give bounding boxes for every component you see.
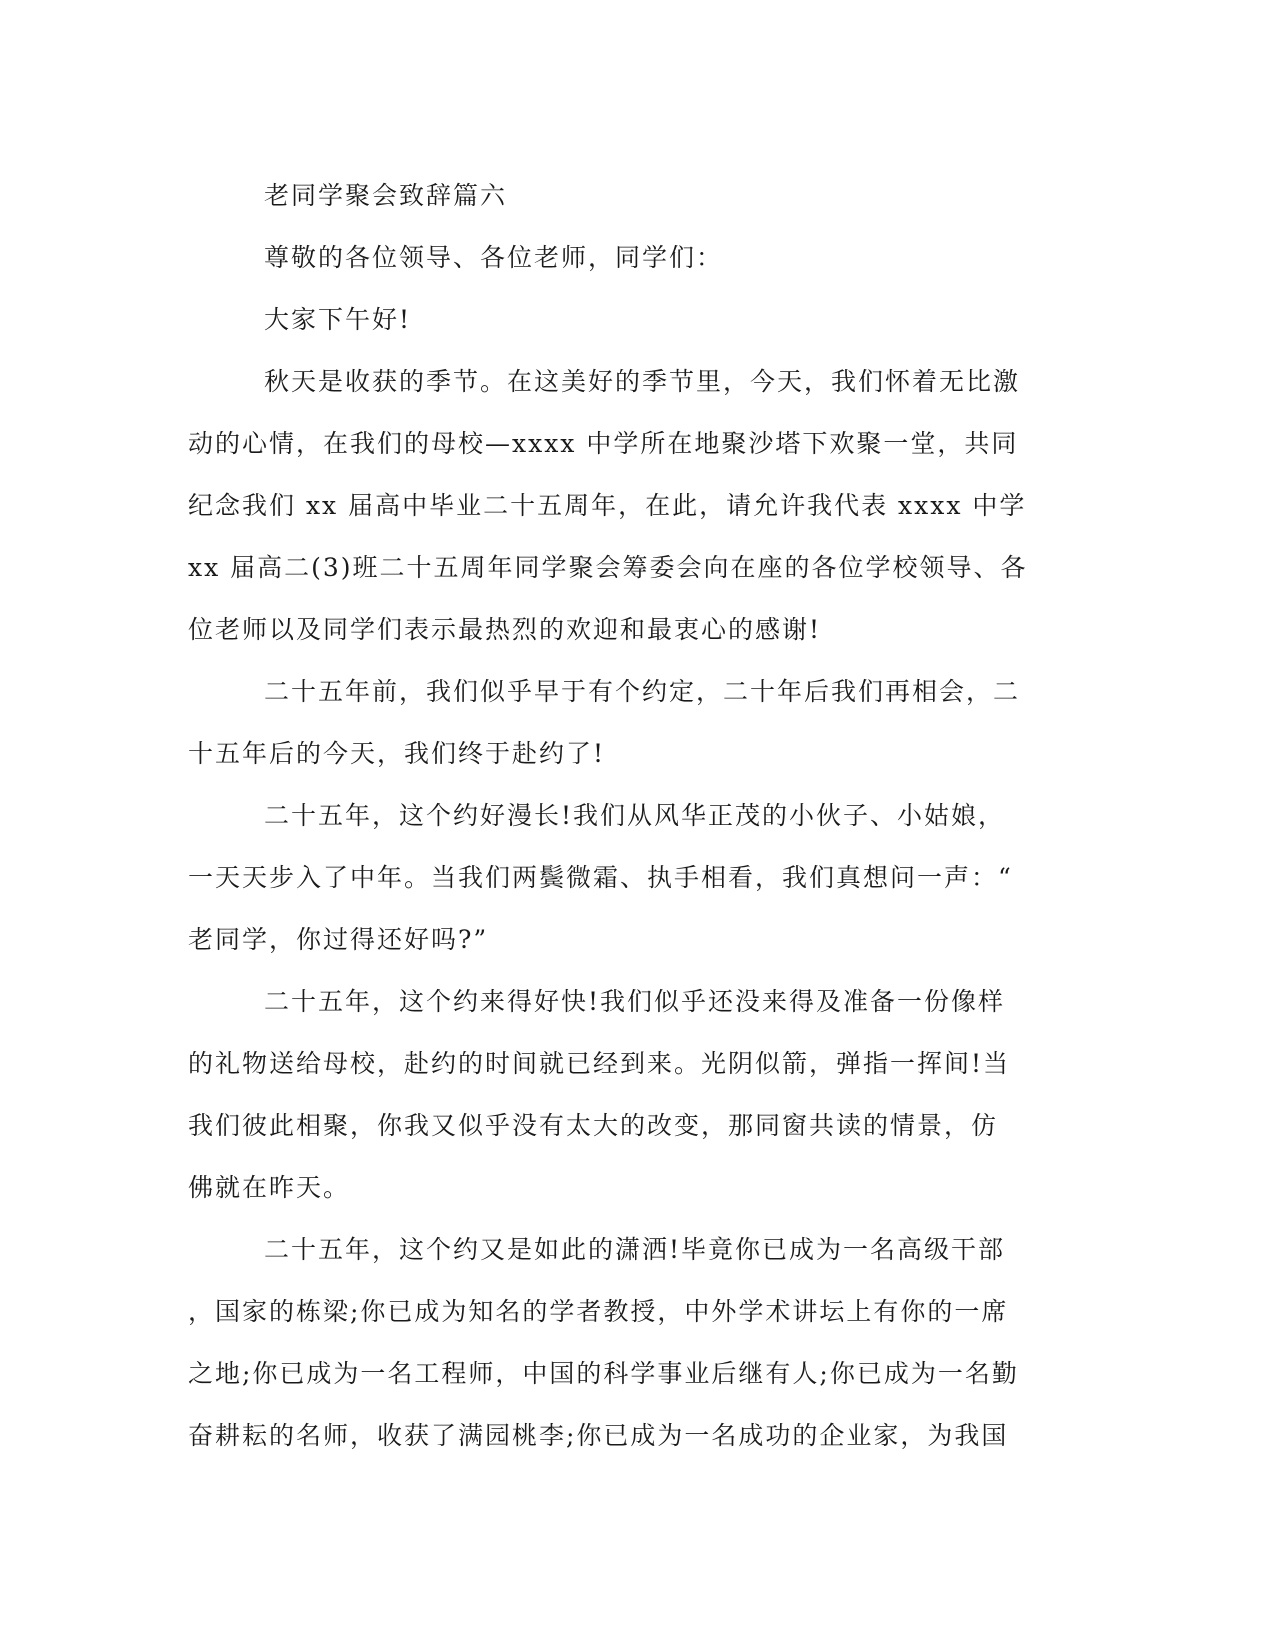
text-line: 二十五年，这个约又是如此的潇洒!毕竟你已成为一名高级干部 <box>264 1235 1006 1264</box>
text-line: 十五年后的今天，我们终于赴约了! <box>188 739 606 768</box>
text-line: 我们彼此相聚，你我又似乎没有太大的改变，那同窗共读的情景，仿 <box>188 1111 999 1140</box>
text-line: 二十五年，这个约来得好快!我们似乎还没来得及准备一份像样 <box>264 987 1006 1016</box>
text-line: 动的心情，在我们的母校—xxxx 中学所在地聚沙塔下欢聚一堂，共同 <box>188 429 1019 458</box>
text-line: 老同学，你过得还好吗?” <box>188 925 489 954</box>
text-line: 二十五年前，我们似乎早于有个约定，二十年后我们再相会，二 <box>264 677 1021 706</box>
text-line: 佛就在昨天。 <box>188 1173 351 1202</box>
text-line: 二十五年，这个约好漫长!我们从风华正茂的小伙子、小姑娘， <box>264 801 1006 830</box>
document-body <box>188 165 1063 1467</box>
text-line: 位老师以及同学们表示最热烈的欢迎和最衷心的感谢! <box>188 615 822 644</box>
text-line: ，国家的栋梁;你已成为知名的学者教授，中外学术讲坛上有你的一席 <box>188 1297 1009 1326</box>
greeting: 大家下午好! <box>264 305 412 334</box>
text-line: 一天天步入了中年。当我们两鬓微霜、执手相看，我们真想问一声：“ <box>188 863 1013 892</box>
text-line: xx 届高二(3)班二十五周年同学聚会筹委会向在座的各位学校领导、各 <box>188 553 1028 582</box>
salutation: 尊敬的各位领导、各位老师，同学们： <box>264 243 724 272</box>
text-line: 纪念我们 xx 届高中毕业二十五周年，在此，请允许我代表 xxxx 中学 <box>188 491 1027 520</box>
text-line: 秋天是收获的季节。在这美好的季节里，今天，我们怀着无比激 <box>264 367 1021 396</box>
text-line: 之地;你已成为一名工程师，中国的科学事业后继有人;你已成为一名勤 <box>188 1359 1019 1388</box>
text-line: 的礼物送给母校，赴约的时间就已经到来。光阴似箭，弹指一挥间!当 <box>188 1049 1011 1078</box>
text-line: 奋耕耘的名师，收获了满园桃李;你已成为一名成功的企业家，为我国 <box>188 1421 1009 1450</box>
document-title: 老同学聚会致辞篇六 <box>264 181 508 210</box>
